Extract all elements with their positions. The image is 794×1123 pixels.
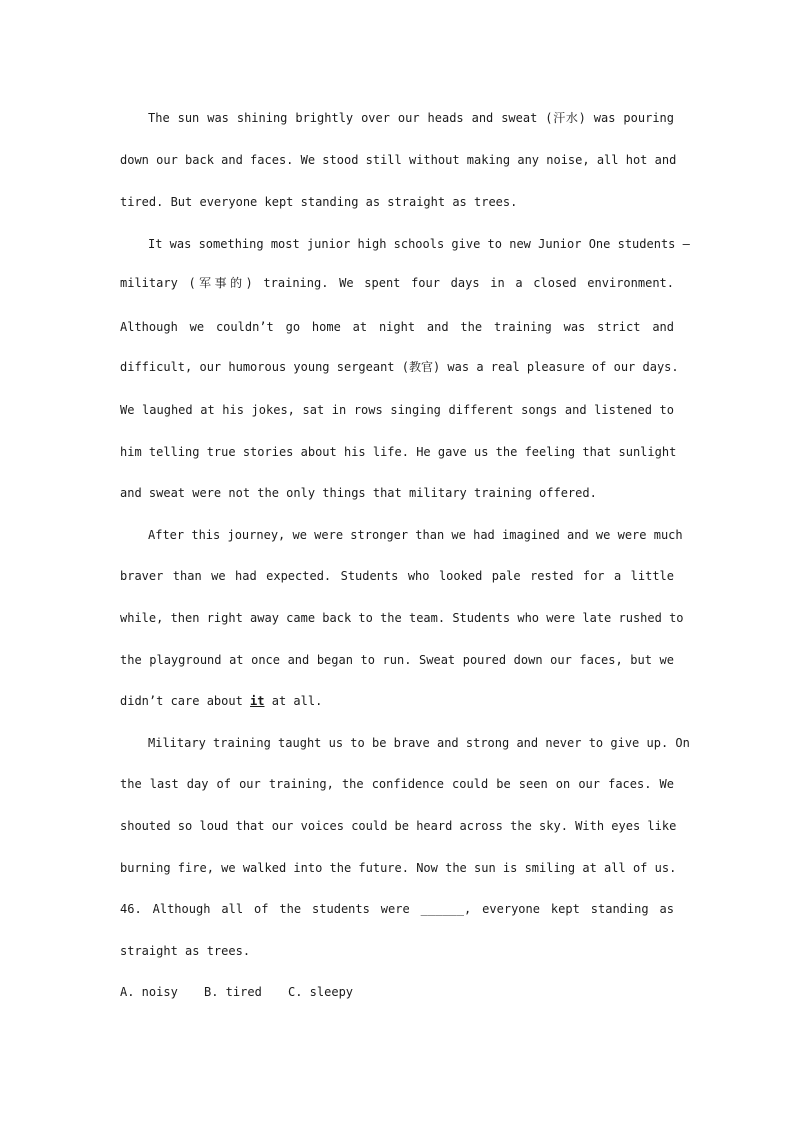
paragraph-2-line-1: It was something most junior high schools give to new Junior One students – [148, 237, 690, 251]
paragraph-3-line-4: the playground at once and began to run. Sweat poured down our faces, but we [120, 653, 674, 667]
paragraph-3-line-5-end: at all. [264, 694, 323, 708]
paragraph-4-line-4: burning fire, we walked into the future. Now the sun is smiling at all of us. [120, 861, 677, 875]
paragraph-4-line-2: the last day of our training, the confidence could be seen on our faces. We [120, 777, 674, 791]
option-b: B. tired [204, 985, 262, 999]
answer-options [120, 982, 674, 1002]
underlined-word-it: it [250, 694, 265, 708]
paragraph-2-line-3: Although we couldn’t go home at night and the training was strict and [120, 320, 674, 334]
paragraph-2-line-4: difficult, our humorous young sergeant (教官) was a real pleasure of our days. [120, 360, 679, 374]
paragraph-3-line-5 [120, 691, 674, 711]
paragraph-3-line-5-start: didn’t care about [120, 694, 251, 708]
paragraph-2-line-7: and sweat were not the only things that military training offered. [120, 486, 597, 500]
paragraph-1-line-2: down our back and faces. We stood still without making any noise, all hot and [120, 153, 677, 167]
paragraph-1-line-1: The sun was shining brightly over our heads and sweat (汗水) was pouring [148, 111, 674, 125]
paragraph-3-line-1: After this journey, we were stronger than we had imagined and we were much [148, 528, 683, 542]
paragraph-4-line-3: shouted so loud that our voices could be heard across the sky. With eyes like [120, 819, 677, 833]
paragraph-1-line-3: tired. But everyone kept standing as straight as trees. [120, 195, 518, 209]
paragraph-3-line-3: while, then right away came back to the team. Students who were late rushed to [120, 611, 684, 625]
question-46-line-1: 46. Although all of the students were ______, everyone kept standing as [120, 902, 674, 916]
option-c: C. sleepy [288, 985, 354, 999]
paragraph-3-line-2: braver than we had expected. Students who looked pale rested for a little [120, 569, 674, 583]
option-a: A. noisy [120, 985, 178, 999]
paragraph-2-line-6: him telling true stories about his life. He gave us the feeling that sunlight [120, 445, 677, 459]
question-46-line-2: straight as trees. [120, 944, 251, 958]
paragraph-2-line-5: We laughed at his jokes, sat in rows singing different songs and listened to [120, 403, 674, 417]
paragraph-2-line-2: military (军事的) training. We spent four days in a closed environment. [120, 276, 674, 290]
paragraph-4-line-1: Military training taught us to be brave and strong and never to give up. On [148, 736, 690, 750]
